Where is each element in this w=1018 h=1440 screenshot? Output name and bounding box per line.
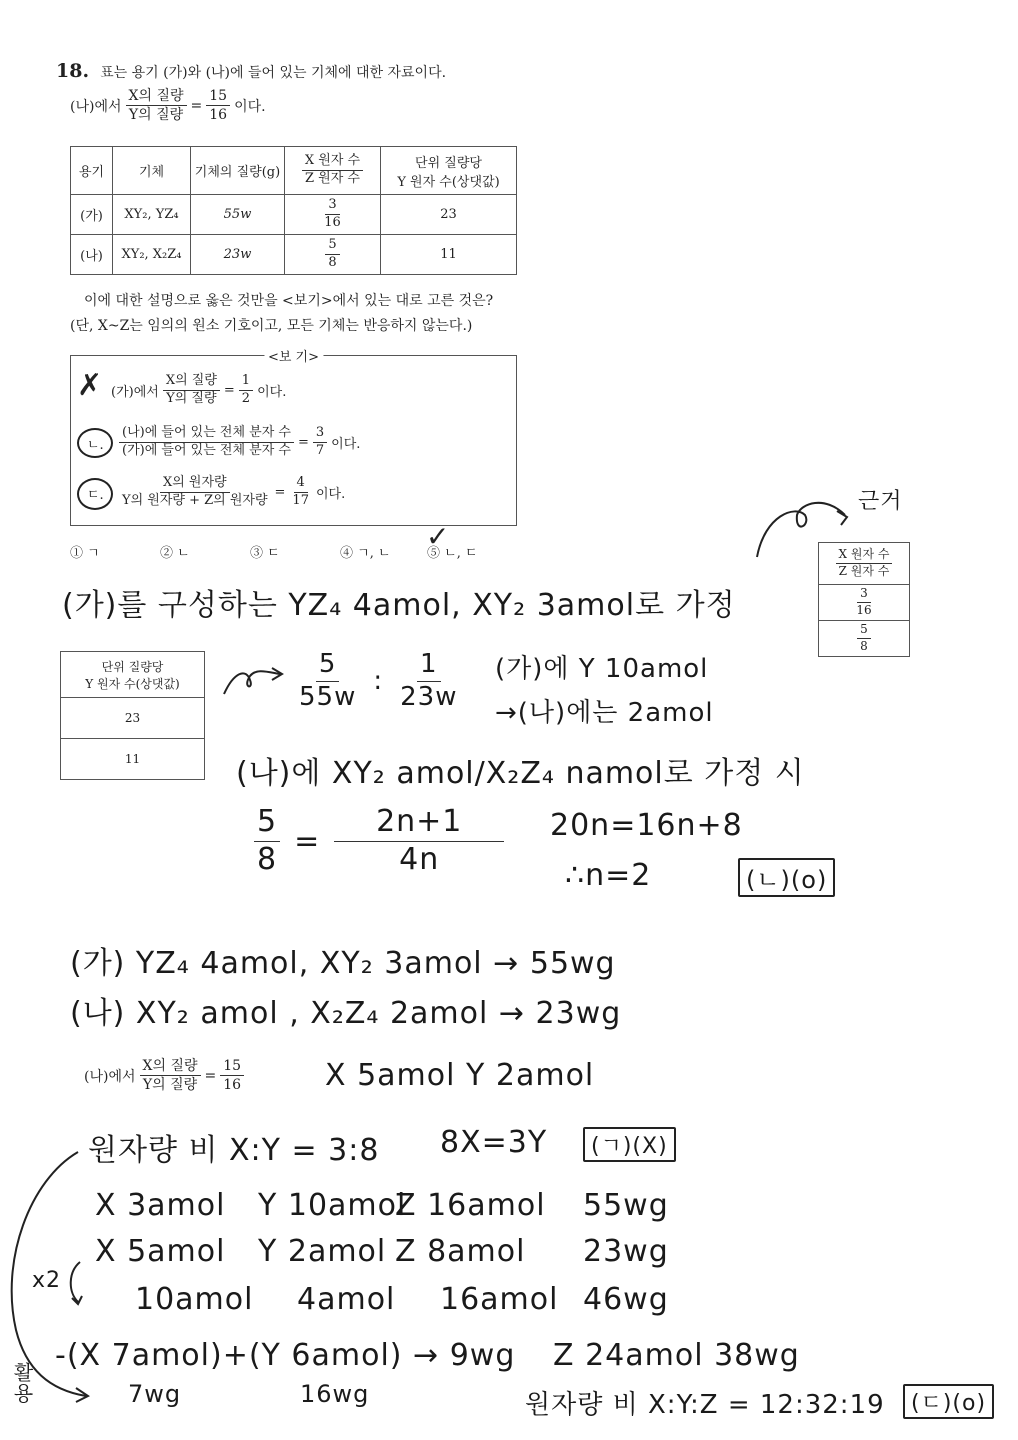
times-two-label: x2 xyxy=(32,1268,62,1293)
condition-den: Y의 질량 xyxy=(142,1077,198,1094)
ratio-den: Z 원자 수 xyxy=(838,564,890,578)
prompt-line1: 이에 대한 설명으로 옳은 것만을 <보기>에서 있는 대로 고른 것은? xyxy=(84,293,494,309)
note-solve-1: 20n=16n+8 xyxy=(550,808,743,843)
note-na-composition: (나) XY₂ amol , X₂Z₄ 2amol → 23wg xyxy=(70,996,622,1031)
bogi-box xyxy=(70,350,517,526)
note-assumption-ga: (가)를 구성하는 YZ₄ 4amol, XY₂ 3amol로 가정 xyxy=(62,588,736,623)
ratio-den: 16 xyxy=(324,215,341,230)
note-assumption-na: (나)에 XY₂ amol/X₂Z₄ namol로 가정 시 xyxy=(236,756,805,791)
header-per-mass xyxy=(381,147,517,195)
grid-cell: Y 10amol xyxy=(258,1188,407,1223)
header-ratio xyxy=(285,147,381,195)
table-row xyxy=(71,235,517,275)
cell-per-mass: 23 xyxy=(381,195,517,235)
ratio-den: 23w xyxy=(400,681,458,712)
grid-cell: Z 16amol xyxy=(395,1188,546,1223)
condition-prefix: (나)에서 xyxy=(70,98,122,115)
item-den: Y의 원자량 + Z의 원자량 xyxy=(122,492,268,508)
item-val-den: 17 xyxy=(292,492,309,508)
header-line2: Y 원자 수(상댓값) xyxy=(85,676,180,691)
result-a-badge: (ㄱ)(X) xyxy=(583,1127,676,1162)
value-num: 15 xyxy=(206,88,230,106)
eq-rhs-den: 4n xyxy=(399,841,440,877)
cell-container: (가) xyxy=(71,195,113,235)
item-suffix: 이다. xyxy=(315,486,346,502)
grid-cell: X 3amol xyxy=(95,1188,226,1223)
cell-ratio xyxy=(285,195,381,235)
ratio-num: 5 xyxy=(325,238,339,255)
ratio-den: 8 xyxy=(328,255,337,270)
table-header-row xyxy=(71,147,517,195)
ratio-num: X 원자 수 xyxy=(836,548,893,564)
item-label: ㄷ. xyxy=(87,488,104,504)
value-den: 16 xyxy=(209,107,228,124)
ratio-den: 8 xyxy=(860,639,868,653)
item-den: (가)에 들어 있는 전체 분자 수 xyxy=(122,442,291,458)
choice-2[interactable]: ② ㄴ xyxy=(160,546,190,561)
note-solve-2: ∴n=2 xyxy=(565,858,652,893)
item-num: X의 원자량 xyxy=(160,476,230,493)
eq-lhs-den: 8 xyxy=(257,841,278,877)
table-row xyxy=(71,195,517,235)
grid-cell: 55wg xyxy=(583,1188,669,1223)
note-atomic-ratio-xyz: 원자량 비 X:Y:Z = 12:32:19 xyxy=(525,1390,885,1420)
choice-4[interactable]: ④ ㄱ, ㄴ xyxy=(340,546,391,561)
item-val-num: 1 xyxy=(239,374,253,391)
note-7wg: 7wg xyxy=(128,1380,182,1408)
ratio-num: 5 xyxy=(316,650,340,682)
item-val-num: 3 xyxy=(313,426,327,443)
item-den: Y의 질량 xyxy=(166,390,217,406)
eq-sign: = xyxy=(294,823,321,859)
bogi-item-c[interactable]: ㄷ. $\frac{\text{X의 원자량}}{\text{Y의 원자량 + Z의 원자량}}$ = $\frac{4}{17}$ 이다. xyxy=(81,476,345,509)
note-ga-composition: (가) YZ₄ 4amol, XY₂ 3amol → 55wg xyxy=(70,946,616,981)
value-den: 16 xyxy=(223,1077,242,1094)
gas-data-table xyxy=(70,146,517,275)
condition-prefix: (나)에서 xyxy=(84,1068,136,1085)
clip-ratio-header xyxy=(819,543,910,585)
condition-value xyxy=(206,88,230,123)
equals: = xyxy=(190,97,203,114)
condition-suffix: 이다. xyxy=(234,98,266,115)
bogi-item-a[interactable]: ✗ (가)에서 $\frac{\text{X의 질량}}{\text{Y의 질량}}$ = $\frac{1}{2}$ 이다. xyxy=(77,368,287,406)
grid-cell: 46wg xyxy=(583,1282,669,1317)
ratio-den: 16 xyxy=(856,603,872,617)
item-val-num: 4 xyxy=(294,476,308,493)
note-atomic-ratio-xy: 원자량 비 X:Y = 3:8 xyxy=(88,1133,380,1168)
header-line1: 단위 질량당 xyxy=(101,659,164,674)
reason-label: 근거 xyxy=(858,489,903,514)
ratio-num: 3 xyxy=(857,587,871,603)
prompt-line2: (단, X~Z는 임의의 원소 기호이고, 모든 기체는 반응하지 않는다.) xyxy=(70,318,473,334)
clip-ratio-row xyxy=(819,621,910,657)
result-c-badge: (ㄷ)(o) xyxy=(903,1384,994,1419)
condition-num: X의 질량 xyxy=(126,88,187,106)
cell-per-mass: 11 xyxy=(381,235,517,275)
result-b-badge: (ㄴ)(o) xyxy=(738,858,835,897)
ratio-num: 1 xyxy=(417,650,441,682)
ratio-num: 5 xyxy=(857,623,871,639)
condition-den: Y의 질량 xyxy=(128,107,184,124)
check-mark-icon: ✓ xyxy=(426,520,450,553)
cell-gas: XY₂, X₂Z₄ xyxy=(113,235,191,275)
item-suffix: 이다. xyxy=(331,436,361,452)
note-y-in-ga: (가)에 Y 10amol xyxy=(495,654,709,684)
note-y-in-na: →(나)에는 2amol xyxy=(495,698,714,728)
grid-cell: X 5amol xyxy=(95,1234,226,1269)
cell-mass: 55w xyxy=(191,195,285,235)
note-x-y-moles: X 5amol Y 2amol xyxy=(325,1058,595,1093)
cell-container: (나) xyxy=(71,235,113,275)
ratio-num: 3 xyxy=(325,198,339,215)
clip-per-mass-table xyxy=(60,651,205,780)
condition-num: X의 질량 xyxy=(140,1058,201,1076)
cell-gas: XY₂, YZ₄ xyxy=(113,195,191,235)
header-container: 용기 xyxy=(71,147,113,195)
eq-lhs-num: 5 xyxy=(254,805,280,842)
choice-3[interactable]: ③ ㄷ xyxy=(250,546,280,561)
ratio-sep: : xyxy=(373,666,384,697)
grid-cell: 16amol xyxy=(440,1282,559,1317)
ratio-den: Z 원자 수 xyxy=(305,171,360,186)
question-stem xyxy=(56,60,446,82)
per-mass-line2: Y 원자 수(상댓값) xyxy=(397,174,500,190)
ratio-num: X 원자 수 xyxy=(302,154,363,171)
bogi-title: <보 기> xyxy=(264,346,323,365)
note-16wg: 16wg xyxy=(300,1380,370,1408)
note-8x-3y: 8X=3Y xyxy=(440,1125,548,1160)
choice-5[interactable]: ⑤ ㄴ, ㄷ xyxy=(427,546,478,561)
choice-1[interactable]: ① ㄱ xyxy=(70,546,100,561)
ratio-den: 55w xyxy=(299,681,357,712)
clip-ratio-table xyxy=(818,542,910,657)
condition-fraction xyxy=(126,88,187,123)
header-gas: 기체 xyxy=(113,147,191,195)
clip-condition: (나)에서 $\frac{\text{X의 질량}}{\text{Y의 질량}}$ = $\frac{15}{16}$ xyxy=(84,1058,248,1093)
note-ratio xyxy=(292,650,464,713)
item-label: ㄴ. xyxy=(87,438,104,454)
question-text: 표는 용기 (가)와 (나)에 들어 있는 기체에 대한 자료이다. xyxy=(100,65,447,81)
clip-ratio-row xyxy=(819,585,910,621)
header-mass: 기체의 질량(g) xyxy=(191,147,285,195)
item-num: X의 질량 xyxy=(163,374,220,391)
eq-rhs-num: 2n+1 xyxy=(334,805,504,842)
grid-cell: 23wg xyxy=(583,1234,669,1269)
value-num: 15 xyxy=(220,1058,244,1076)
question-condition xyxy=(70,88,266,123)
question-number: 18. xyxy=(56,60,90,82)
note-difference: -(X 7amol)+(Y 6amol) → 9wg xyxy=(55,1338,516,1373)
clip-per-mass-row: 23 xyxy=(61,698,205,739)
use-label: 활용 xyxy=(10,1362,34,1404)
note-equation xyxy=(250,805,508,877)
grid-cell: Y 2amol xyxy=(258,1234,387,1269)
cell-mass: 23w xyxy=(191,235,285,275)
grid-cell: Z 8amol xyxy=(395,1234,526,1269)
item-suffix: 이다. xyxy=(257,384,287,400)
grid-cell: 10amol xyxy=(135,1282,254,1317)
item-num: (나)에 들어 있는 전체 분자 수 xyxy=(119,426,294,443)
clip-per-mass-row: 11 xyxy=(61,739,205,780)
bogi-item-b[interactable]: ㄴ. $\frac{\text{(나)에 들어 있는 전체 분자 수}}{\text{(가)에 들어 있는 전체 분자 수}}$ = $\frac{3}{7}$ 이다. xyxy=(81,426,360,459)
item-prefix: (가)에서 xyxy=(111,384,159,400)
item-val-den: 7 xyxy=(315,442,325,458)
per-mass-line1: 단위 질량당 xyxy=(415,155,482,171)
item-val-den: 2 xyxy=(241,390,251,406)
grid-cell: 4amol xyxy=(297,1282,396,1317)
clip-per-mass-header xyxy=(61,652,205,698)
note-z-moles: Z 24amol 38wg xyxy=(553,1338,800,1373)
squiggle-arrow-icon xyxy=(220,660,290,700)
cell-ratio xyxy=(285,235,381,275)
